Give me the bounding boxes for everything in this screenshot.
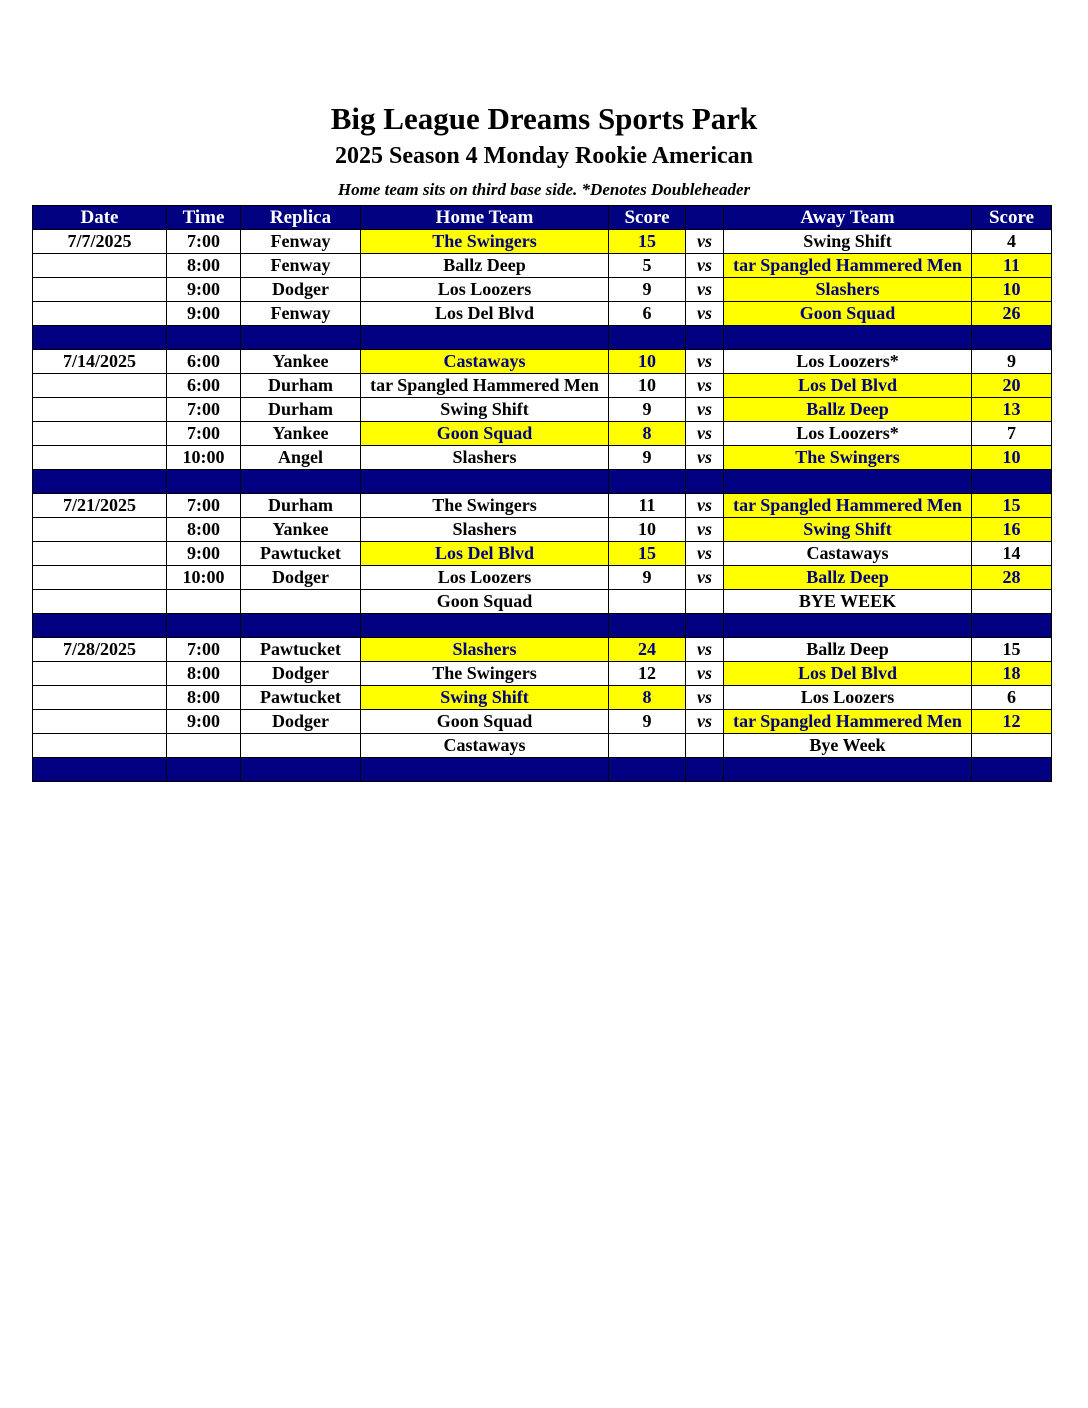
cell-replica: Durham (241, 374, 361, 398)
cell-date (33, 422, 167, 446)
cell-away-score: 10 (972, 278, 1052, 302)
cell-vs: vs (686, 422, 724, 446)
cell-vs: vs (686, 494, 724, 518)
col-header-home-team: Home Team (361, 206, 609, 230)
cell-time (167, 734, 241, 758)
separator-cell (33, 758, 167, 782)
cell-replica: Fenway (241, 302, 361, 326)
cell-home-team: Los Del Blvd (361, 302, 609, 326)
table-header-row (33, 206, 1052, 230)
separator-cell (972, 758, 1052, 782)
cell-vs: vs (686, 710, 724, 734)
cell-date (33, 542, 167, 566)
cell-time: 7:00 (167, 422, 241, 446)
cell-away-score (972, 590, 1052, 614)
separator-cell (686, 614, 724, 638)
cell-home-team: Slashers (361, 638, 609, 662)
cell-time: 6:00 (167, 374, 241, 398)
separator-cell (167, 614, 241, 638)
cell-vs: vs (686, 278, 724, 302)
cell-time: 8:00 (167, 254, 241, 278)
cell-home-score: 9 (609, 710, 686, 734)
cell-home-score: 15 (609, 542, 686, 566)
cell-date: 7/7/2025 (33, 230, 167, 254)
cell-vs: vs (686, 518, 724, 542)
col-header-vs (686, 206, 724, 230)
col-header-away-score: Score (972, 206, 1052, 230)
cell-home-team: Swing Shift (361, 398, 609, 422)
separator-cell (724, 614, 972, 638)
cell-time: 7:00 (167, 494, 241, 518)
cell-time: 8:00 (167, 518, 241, 542)
separator-cell (972, 614, 1052, 638)
separator-row (33, 470, 1052, 494)
cell-replica: Durham (241, 494, 361, 518)
cell-replica: Pawtucket (241, 638, 361, 662)
table-row (33, 566, 1052, 590)
cell-vs: vs (686, 254, 724, 278)
cell-away-team: Castaways (724, 542, 972, 566)
separator-cell (686, 326, 724, 350)
cell-replica: Dodger (241, 662, 361, 686)
separator-cell (609, 614, 686, 638)
cell-away-team: Bye Week (724, 734, 972, 758)
separator-cell (686, 470, 724, 494)
cell-away-score: 13 (972, 398, 1052, 422)
cell-away-score: 11 (972, 254, 1052, 278)
cell-time: 10:00 (167, 446, 241, 470)
cell-home-score: 10 (609, 374, 686, 398)
cell-away-team: Slashers (724, 278, 972, 302)
cell-home-score: 9 (609, 446, 686, 470)
cell-vs: vs (686, 230, 724, 254)
cell-away-team: Los Loozers* (724, 422, 972, 446)
cell-away-team: Los Loozers (724, 686, 972, 710)
cell-home-team: Castaways (361, 350, 609, 374)
cell-replica: Fenway (241, 254, 361, 278)
table-row (33, 590, 1052, 614)
col-header-home-score: Score (609, 206, 686, 230)
cell-date (33, 254, 167, 278)
cell-time: 7:00 (167, 398, 241, 422)
separator-cell (724, 470, 972, 494)
cell-away-team: Los Del Blvd (724, 374, 972, 398)
cell-home-score: 8 (609, 422, 686, 446)
cell-home-score: 9 (609, 566, 686, 590)
cell-home-score: 8 (609, 686, 686, 710)
cell-away-score: 15 (972, 494, 1052, 518)
cell-replica: Yankee (241, 518, 361, 542)
cell-home-score: 24 (609, 638, 686, 662)
cell-away-team: Ballz Deep (724, 638, 972, 662)
cell-home-score: 9 (609, 278, 686, 302)
cell-replica: Dodger (241, 566, 361, 590)
col-header-time: Time (167, 206, 241, 230)
cell-vs: vs (686, 446, 724, 470)
cell-time: 9:00 (167, 710, 241, 734)
separator-cell (33, 614, 167, 638)
separator-row (33, 758, 1052, 782)
cell-away-team: Swing Shift (724, 518, 972, 542)
cell-date (33, 590, 167, 614)
cell-date (33, 302, 167, 326)
cell-home-team: Ballz Deep (361, 254, 609, 278)
cell-date: 7/14/2025 (33, 350, 167, 374)
cell-home-team: tar Spangled Hammered Men (361, 374, 609, 398)
separator-cell (724, 326, 972, 350)
separator-row (33, 326, 1052, 350)
cell-home-team: Los Loozers (361, 566, 609, 590)
page-title: Big League Dreams Sports Park (330, 101, 758, 136)
cell-replica: Yankee (241, 350, 361, 374)
table-row (33, 302, 1052, 326)
cell-away-team: Swing Shift (724, 230, 972, 254)
cell-home-score: 9 (609, 398, 686, 422)
separator-row (33, 614, 1052, 638)
cell-away-team: Ballz Deep (724, 398, 972, 422)
cell-home-score: 15 (609, 230, 686, 254)
cell-away-score: 10 (972, 446, 1052, 470)
cell-home-score: 10 (609, 350, 686, 374)
separator-cell (686, 758, 724, 782)
cell-home-team: Los Del Blvd (361, 542, 609, 566)
cell-replica: Pawtucket (241, 686, 361, 710)
table-row (33, 278, 1052, 302)
cell-away-team: tar Spangled Hammered Men (724, 494, 972, 518)
cell-home-team: The Swingers (361, 662, 609, 686)
table-row (33, 446, 1052, 470)
cell-date (33, 278, 167, 302)
separator-cell (609, 758, 686, 782)
cell-vs (686, 590, 724, 614)
cell-time (167, 590, 241, 614)
cell-date (33, 446, 167, 470)
cell-time: 8:00 (167, 686, 241, 710)
cell-away-score: 7 (972, 422, 1052, 446)
cell-away-team: Ballz Deep (724, 566, 972, 590)
cell-replica: Pawtucket (241, 542, 361, 566)
cell-time: 7:00 (167, 230, 241, 254)
cell-away-team: Los Del Blvd (724, 662, 972, 686)
cell-date (33, 398, 167, 422)
cell-replica: Angel (241, 446, 361, 470)
cell-date: 7/21/2025 (33, 494, 167, 518)
cell-date (33, 566, 167, 590)
cell-away-score: 28 (972, 566, 1052, 590)
cell-home-team: Slashers (361, 518, 609, 542)
cell-away-score (972, 734, 1052, 758)
cell-home-team: Los Loozers (361, 278, 609, 302)
table-row (33, 734, 1052, 758)
cell-away-score: 15 (972, 638, 1052, 662)
cell-vs: vs (686, 398, 724, 422)
cell-time: 10:00 (167, 566, 241, 590)
separator-cell (361, 614, 609, 638)
table-row (33, 494, 1052, 518)
table-row (33, 422, 1052, 446)
cell-vs: vs (686, 686, 724, 710)
separator-cell (361, 758, 609, 782)
cell-time: 9:00 (167, 542, 241, 566)
cell-home-team: The Swingers (361, 230, 609, 254)
separator-cell (724, 758, 972, 782)
cell-time: 6:00 (167, 350, 241, 374)
cell-away-score: 12 (972, 710, 1052, 734)
cell-replica: Yankee (241, 422, 361, 446)
cell-home-score: 12 (609, 662, 686, 686)
cell-home-team: Castaways (361, 734, 609, 758)
col-header-date: Date (33, 206, 167, 230)
cell-vs (686, 734, 724, 758)
cell-vs: vs (686, 302, 724, 326)
cell-away-team: tar Spangled Hammered Men (724, 710, 972, 734)
cell-date (33, 374, 167, 398)
cell-away-team: BYE WEEK (724, 590, 972, 614)
cell-away-score: 16 (972, 518, 1052, 542)
cell-vs: vs (686, 350, 724, 374)
cell-home-team: The Swingers (361, 494, 609, 518)
cell-away-team: tar Spangled Hammered Men (724, 254, 972, 278)
cell-date (33, 686, 167, 710)
cell-away-score: 18 (972, 662, 1052, 686)
separator-cell (609, 326, 686, 350)
page-note: Home team sits on third base side. *Denotes Doubleheader (337, 180, 751, 199)
separator-cell (241, 758, 361, 782)
cell-replica (241, 734, 361, 758)
cell-vs: vs (686, 638, 724, 662)
separator-cell (361, 326, 609, 350)
col-header-away-team: Away Team (724, 206, 972, 230)
table-row (33, 374, 1052, 398)
table-row (33, 710, 1052, 734)
separator-cell (167, 326, 241, 350)
cell-home-score: 6 (609, 302, 686, 326)
col-header-replica: Replica (241, 206, 361, 230)
cell-replica: Fenway (241, 230, 361, 254)
cell-vs: vs (686, 374, 724, 398)
cell-away-score: 20 (972, 374, 1052, 398)
cell-away-score: 26 (972, 302, 1052, 326)
cell-vs: vs (686, 566, 724, 590)
schedule-table (32, 205, 1052, 782)
cell-away-team: Los Loozers* (724, 350, 972, 374)
cell-time: 9:00 (167, 302, 241, 326)
cell-home-score: 5 (609, 254, 686, 278)
separator-cell (241, 614, 361, 638)
cell-replica: Dodger (241, 278, 361, 302)
cell-home-team: Goon Squad (361, 710, 609, 734)
separator-cell (241, 326, 361, 350)
table-row (33, 638, 1052, 662)
cell-away-score: 4 (972, 230, 1052, 254)
cell-away-team: The Swingers (724, 446, 972, 470)
cell-vs: vs (686, 542, 724, 566)
separator-cell (167, 470, 241, 494)
table-row (33, 350, 1052, 374)
separator-cell (33, 470, 167, 494)
cell-replica: Dodger (241, 710, 361, 734)
cell-away-score: 9 (972, 350, 1052, 374)
cell-vs: vs (686, 662, 724, 686)
cell-time: 7:00 (167, 638, 241, 662)
cell-home-score: 10 (609, 518, 686, 542)
page-subtitle: 2025 Season 4 Monday Rookie American (334, 143, 753, 169)
cell-date (33, 662, 167, 686)
cell-home-team: Slashers (361, 446, 609, 470)
cell-home-team: Swing Shift (361, 686, 609, 710)
table-row (33, 662, 1052, 686)
separator-cell (167, 758, 241, 782)
separator-cell (33, 326, 167, 350)
cell-home-score (609, 590, 686, 614)
schedule-body (33, 230, 1052, 782)
separator-cell (361, 470, 609, 494)
cell-home-score (609, 734, 686, 758)
cell-home-score: 11 (609, 494, 686, 518)
cell-date (33, 518, 167, 542)
cell-date (33, 734, 167, 758)
cell-away-score: 6 (972, 686, 1052, 710)
separator-cell (241, 470, 361, 494)
cell-replica (241, 590, 361, 614)
table-row (33, 230, 1052, 254)
table-row (33, 398, 1052, 422)
cell-replica: Durham (241, 398, 361, 422)
cell-date (33, 710, 167, 734)
separator-cell (972, 470, 1052, 494)
separator-cell (609, 470, 686, 494)
table-row (33, 542, 1052, 566)
cell-away-team: Goon Squad (724, 302, 972, 326)
cell-home-team: Goon Squad (361, 422, 609, 446)
cell-time: 8:00 (167, 662, 241, 686)
table-row (33, 686, 1052, 710)
cell-away-score: 14 (972, 542, 1052, 566)
table-row (33, 518, 1052, 542)
cell-date: 7/28/2025 (33, 638, 167, 662)
table-row (33, 254, 1052, 278)
separator-cell (972, 326, 1052, 350)
cell-home-team: Goon Squad (361, 590, 609, 614)
cell-time: 9:00 (167, 278, 241, 302)
